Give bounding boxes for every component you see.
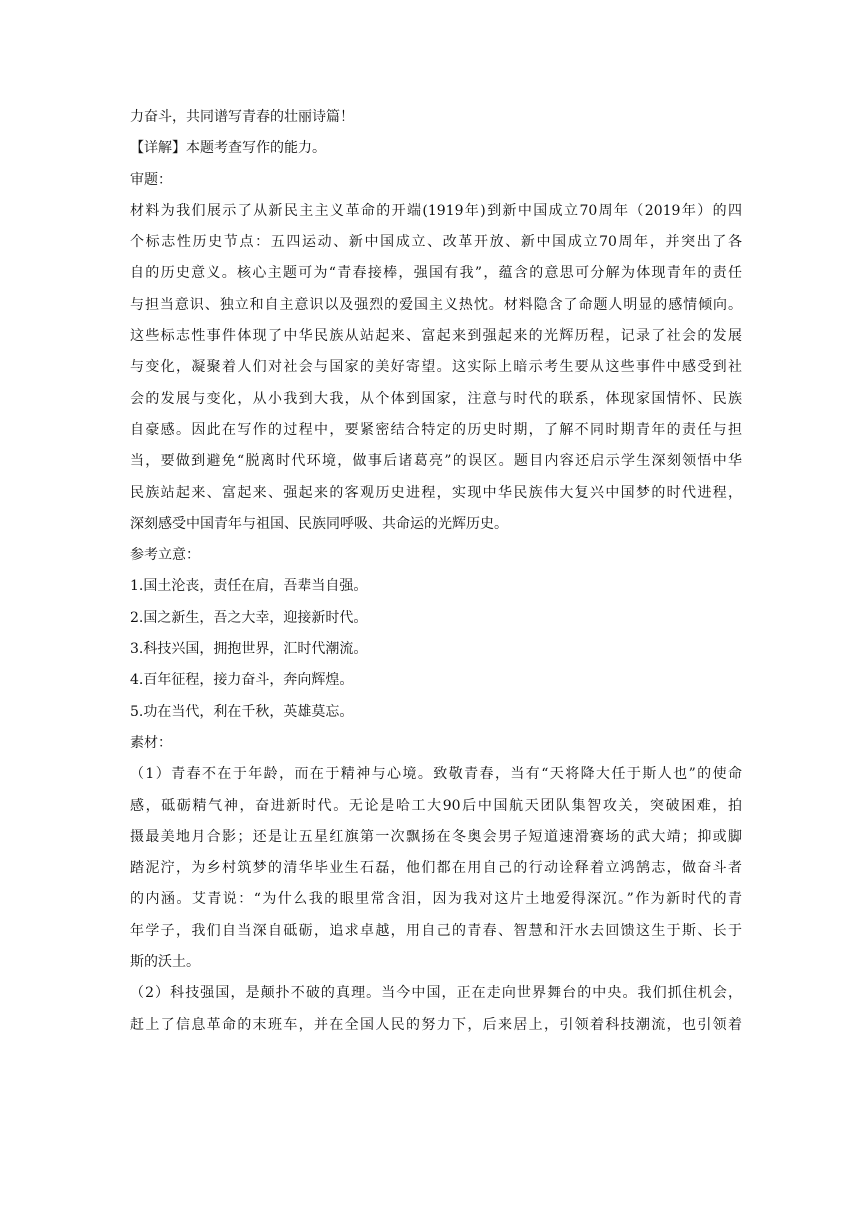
text-line: 自的历史意义。核心主题可为“青春接棒，强国有我”，蕴含的意思可分解为体现青年的责任 (130, 265, 742, 282)
text-line: 的内涵。艾青说：“为什么我的眼里常含泪，因为我对这片土地爱得深沉。”作为新时代的青 (130, 891, 742, 908)
text-line: 这些标志性事件体现了中华民族从站起来、富起来到强起来的光辉历程，记录了社会的发展 (130, 328, 742, 345)
text-line: 深刻感受中国青年与祖国、民族同呼吸、共命运的光辉历史。 (130, 515, 508, 532)
text-line: 材料为我们展示了从新民主主义革命的开端(1919年)到新中国成立70周年（2019年）的四 (130, 202, 742, 219)
text-line: 赶上了信息革命的末班车，并在全国人民的努力下，后来居上，引领着科技潮流，也引领着 (130, 1016, 742, 1033)
text-line: 个标志性历史节点：五四运动、新中国成立、改革开放、新中国成立70周年，并突出了各 (130, 234, 742, 251)
text-line: 参考立意： (130, 547, 200, 564)
text-line: 审题： (130, 171, 172, 188)
text-line: 【详解】本题考查写作的能力。 (130, 140, 326, 157)
text-line: 力奋斗，共同谱写青春的壮丽诗篇！ (130, 109, 354, 125)
text-line: （2）科技强国，是颠扑不破的真理。当今中国，正在走向世界舞台的中央。我们抓住机会， (130, 985, 742, 1002)
text-line: 踏泥泞，为乡村筑梦的清华毕业生石磊，他们都在用自己的行动诠释着立鸿鹄志，做奋斗者 (130, 860, 742, 877)
text-line: 与变化，凝聚着人们对社会与国家的美好寄望。这实际上暗示考生要从这些事件中感受到社 (130, 359, 742, 376)
text-line: 摄最美地月合影；还是让五星红旗第一次飘扬在冬奥会男子短道速滑赛场的武大靖；抑或脚 (130, 828, 742, 845)
text-line: 会的发展与变化，从小我到大我，从个体到国家，注意与时代的联系，体现家国情怀、民族 (130, 390, 742, 407)
text-line: 年学子，我们自当深自砥砺，追求卓越，用自己的青春、智慧和汗水去回馈这生于斯、长于 (130, 922, 742, 939)
text-line: 自豪感。因此在写作的过程中，要紧密结合特定的历史时期，了解不同时期青年的责任与担 (130, 421, 742, 438)
text-line: 1.国土沦丧，责任在肩，吾辈当自强。 (130, 578, 368, 595)
text-line: 与担当意识、独立和自主意识以及强烈的爱国主义热忱。材料隐含了命题人明显的感情倾向。 (130, 296, 742, 313)
text-line: 3.科技兴国，拥抱世界，汇时代潮流。 (130, 641, 368, 658)
text-line: 2.国之新生，吾之大幸，迎接新时代。 (130, 609, 368, 626)
text-line: 4.百年征程，接力奋斗，奔向辉煌。 (130, 672, 354, 689)
document-body (130, 102, 742, 1041)
text-line: 感，砥砺精气神，奋进新时代。无论是哈工大90后中国航天团队集智攻关，突破困难，拍 (130, 797, 742, 814)
text-line: 5.功在当代，利在千秋，英雄莫忘。 (130, 703, 354, 720)
text-line: （1）青春不在于年龄，而在于精神与心境。致敬青春，当有“天将降大任于斯人也”的使命 (130, 766, 742, 783)
text-line: 当，要做到避免“脱离时代环境，做事后诸葛亮”的误区。题目内容还启示学生深刻领悟中华 (130, 453, 742, 470)
text-line: 素材： (130, 734, 172, 751)
text-line: 民族站起来、富起来、强起来的客观历史进程，实现中华民族伟大复兴中国梦的时代进程， (130, 484, 742, 501)
text-line: 斯的沃土。 (130, 954, 200, 971)
